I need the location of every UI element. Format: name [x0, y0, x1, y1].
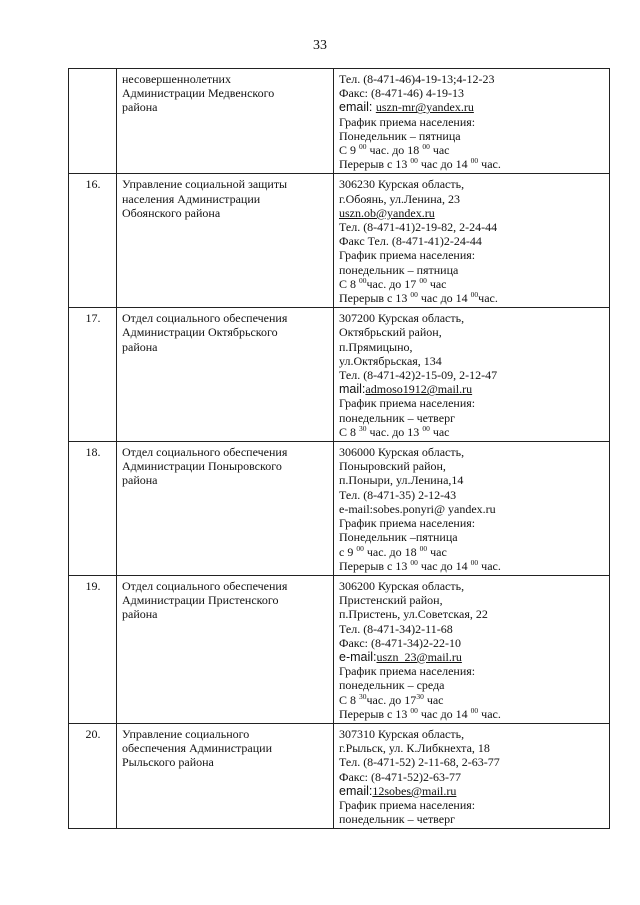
email-link[interactable]: uszn_23@mail.ru [376, 649, 462, 664]
time-minutes: 00 [419, 543, 428, 553]
name-line: района [122, 100, 158, 115]
row-number: 16. [69, 174, 117, 308]
name-line: района [122, 473, 158, 488]
time-minutes: 00 [359, 275, 367, 285]
contact-line: Понедельник –пятница [339, 530, 458, 545]
contact-line: С 8 $^{30}$ час. до 13 $^{00}$ час [339, 423, 450, 439]
name-line: Управление социальной защиты [122, 177, 288, 192]
name-line: Администрации Октябрьского [122, 325, 278, 340]
table-body [69, 69, 610, 829]
time-minutes: 00 [470, 557, 479, 567]
row-number: 19. [69, 575, 117, 723]
email-link[interactable]: admoso1912@mail.ru [365, 382, 473, 397]
name-line: Отдел социального обеспечения [122, 578, 288, 593]
contact-line: График приема населения: [339, 114, 476, 129]
contact-line: п.Прямицыно, [339, 339, 413, 354]
contact-line: График приема населения: [339, 516, 476, 531]
contact-line: Тел. (8-471-41)2-19-82, 2-24-44 [339, 220, 498, 235]
email-link[interactable]: uszn-mr@yandex.ru [375, 100, 474, 115]
contact-line: Поныровский район, [339, 459, 446, 474]
contact-line: График приема населения: [339, 248, 476, 263]
contact-info [334, 308, 610, 442]
contact-info [334, 174, 610, 308]
email-label: mail: [339, 382, 366, 397]
row-number: 17. [69, 308, 117, 442]
contact-info [334, 723, 610, 828]
contact-info [334, 442, 610, 576]
time-minutes: 00 [419, 275, 427, 285]
contact-line: с 9 $^{00}$ час. до 18 $^{00}$ час [339, 543, 447, 559]
contact-info [334, 575, 610, 723]
name-line: района [122, 339, 158, 354]
email-label: e-mail: [339, 649, 377, 664]
contact-line: 306230 Курская область, [339, 177, 465, 192]
contact-line: 306200 Курская область, [339, 578, 465, 593]
institution-name [117, 308, 334, 442]
email-label: email: [339, 783, 373, 798]
contact-line: понедельник – среда [339, 678, 445, 693]
contact-line: 307200 Курская область, [339, 311, 465, 326]
contact-line [339, 382, 605, 396]
name-line: Администрации Пристенского [122, 593, 279, 608]
contact-info [334, 69, 610, 174]
contact-line: Перерыв с 13 $^{00}$ час до 14 $^{00}$ час. [339, 156, 501, 172]
time-minutes: 30 [359, 691, 367, 701]
contact-line: ул.Октябрьская, 134 [339, 353, 442, 368]
contact-line: г.Рыльск, ул. К.Либкнехта, 18 [339, 741, 490, 756]
name-line: Администрации Поныровского [122, 459, 282, 474]
contact-line: Факс Тел. (8-471-41)2-24-44 [339, 234, 482, 249]
contact-line: Тел. (8-471-46)4-19-13;4-12-23 [339, 72, 495, 86]
row-number [69, 69, 117, 174]
time-minutes: 30 [416, 691, 424, 701]
time-minutes: 00 [422, 142, 430, 152]
contact-line: 307310 Курская область, [339, 726, 465, 741]
row-number: 18. [69, 442, 117, 576]
time-minutes: 00 [410, 156, 418, 166]
table-row [69, 723, 610, 828]
contact-line: График приема населения: [339, 797, 476, 812]
name-line: обеспечения Администрации [122, 741, 273, 756]
contact-line [339, 650, 605, 664]
contact-line: С 8 $^{00}$час. до 17 $^{00}$ час [339, 275, 447, 291]
contact-line: Перерыв с 13 $^{00}$ час до 14 $^{00}$час. [339, 290, 498, 306]
contact-line [339, 784, 605, 798]
institution-name [117, 723, 334, 828]
contact-line: Факс: (8-471-34)2-22-10 [339, 635, 461, 650]
time-minutes: 00 [410, 557, 418, 567]
contact-line: понедельник – пятница [339, 262, 459, 277]
contact-line: г.Обоянь, ул.Ленина, 23 [339, 191, 460, 206]
contact-line: С 9 $^{00}$ час. до 18 $^{00}$ час [339, 142, 450, 158]
time-minutes: 00 [356, 543, 364, 553]
contact-line: График приема населения: [339, 664, 476, 679]
contact-line: Понедельник – пятница [339, 128, 461, 143]
name-line: Отдел социального обеспечения [122, 311, 288, 326]
contact-line: Перерыв с 13 $^{00}$ час до 14 $^{00}$ час. [339, 705, 501, 721]
email-link[interactable]: 12sobes@mail.ru [372, 783, 457, 798]
contact-line: Факс: (8-471-52)2-63-77 [339, 769, 461, 784]
email-label: email: [339, 100, 376, 115]
row-number: 20. [69, 723, 117, 828]
contact-line: п.Пристень, ул.Советская, 22 [339, 607, 488, 622]
email-link[interactable]: uszn.ob@yandex.ru [339, 205, 435, 220]
institution-name [117, 575, 334, 723]
time-minutes: 00 [470, 290, 479, 300]
contact-line: С 8 $^{30}$час. до $17^{30}$ час [339, 691, 444, 707]
name-line: Администрации Медвенского [122, 86, 275, 101]
page-number: 33 [313, 38, 327, 53]
contact-line: Пристенский район, [339, 593, 443, 608]
time-minutes: 30 [359, 423, 367, 433]
institutions-table [68, 68, 610, 829]
institution-name [117, 174, 334, 308]
contact-line: п.Поныри, ул.Ленина,14 [339, 473, 464, 488]
name-line: района [122, 607, 158, 622]
contact-line: e-mail:sobes.ponyri@ yandex.ru [339, 501, 496, 516]
contact-line: Факс: (8-471-46) 4-19-13 [339, 86, 464, 101]
table-row [69, 575, 610, 723]
institution-name [117, 69, 334, 174]
table-row [69, 69, 610, 174]
time-minutes: 00 [470, 705, 479, 715]
contact-line: Тел. (8-471-42)2-15-09, 2-12-47 [339, 368, 498, 383]
table-row [69, 174, 610, 308]
contact-line: понедельник – четверг [339, 812, 456, 827]
time-minutes: 00 [410, 290, 418, 300]
time-minutes: 00 [410, 705, 418, 715]
time-minutes: 00 [470, 156, 479, 166]
name-line: Обоянского района [122, 205, 221, 220]
time-minutes: 00 [422, 423, 430, 433]
name-line: Рыльского района [122, 755, 214, 770]
time-minutes: 00 [359, 142, 367, 152]
contact-line: 306000 Курская область, [339, 445, 465, 460]
contact-line: Тел. (8-471-34)2-11-68 [339, 621, 453, 636]
table-row [69, 442, 610, 576]
contact-line [339, 206, 605, 220]
contact-line: Тел. (8-471-52) 2-11-68, 2-63-77 [339, 755, 500, 770]
contact-line: Перерыв с 13 $^{00}$ час до 14 $^{00}$ час. [339, 557, 501, 573]
name-line: Отдел социального обеспечения [122, 445, 288, 460]
institution-name [117, 442, 334, 576]
name-line: несовершеннолетних [122, 72, 231, 86]
contact-line: График приема населения: [339, 396, 476, 411]
contact-line: понедельник – четверг [339, 410, 456, 425]
name-line: Управление социального [122, 726, 250, 741]
contact-line: Октябрьский район, [339, 325, 442, 340]
table-row [69, 308, 610, 442]
contact-line [339, 100, 605, 114]
contact-line: Тел. (8-471-35) 2-12-43 [339, 487, 457, 502]
name-line: населения Администрации [122, 191, 261, 206]
